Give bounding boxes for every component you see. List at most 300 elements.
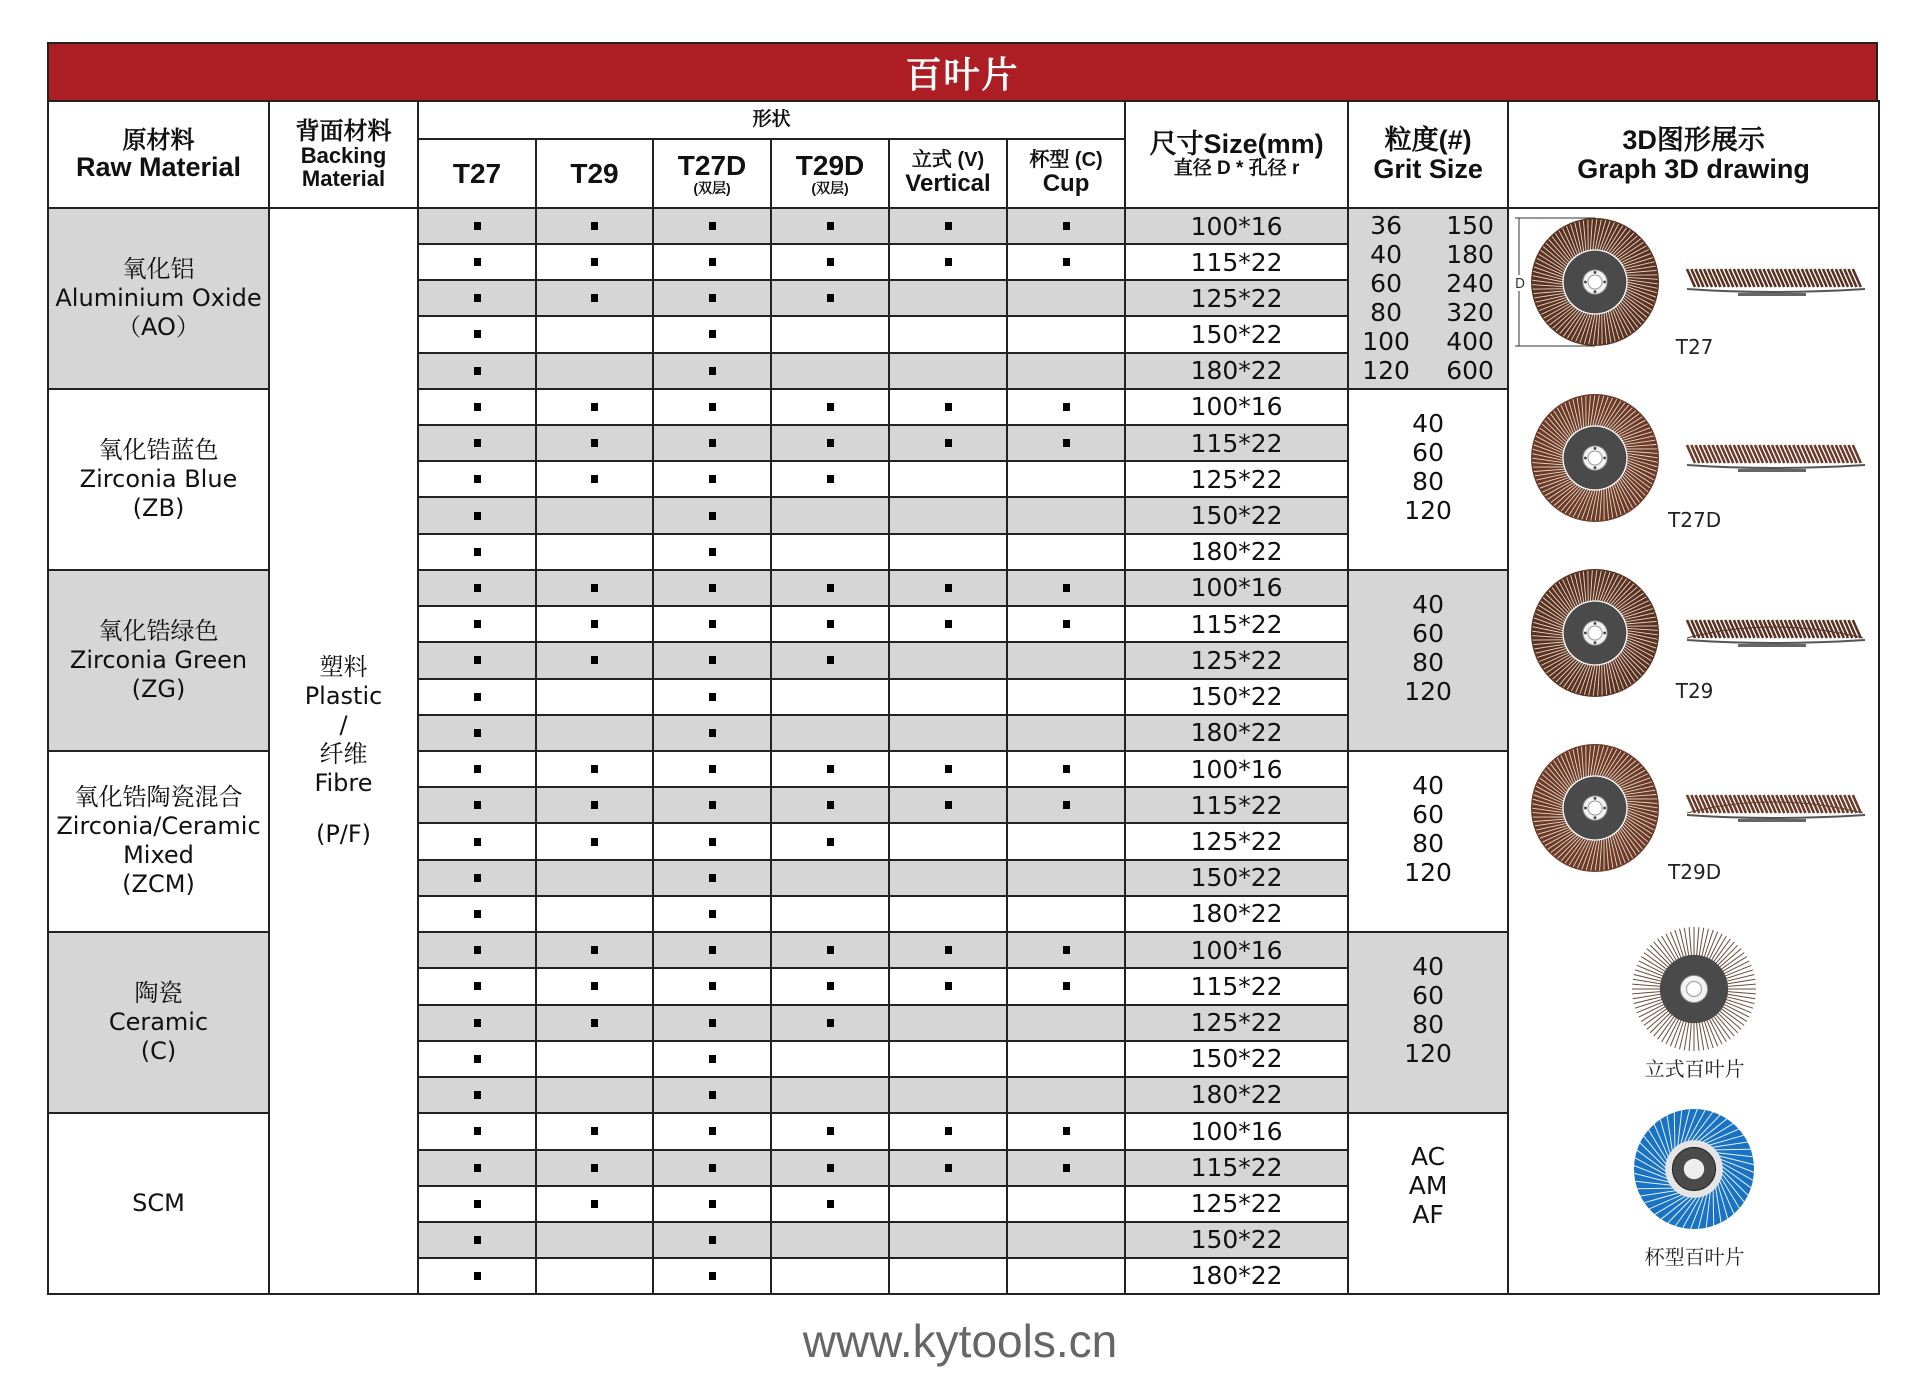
available-marker-icon — [709, 439, 716, 447]
available-marker-icon — [945, 982, 952, 990]
availability-cell — [653, 534, 771, 570]
available-marker-icon — [591, 294, 598, 302]
availability-cell — [889, 715, 1007, 751]
availability-cell — [771, 1113, 889, 1150]
available-marker-icon — [474, 403, 481, 411]
availability-cell — [653, 860, 771, 896]
grit-pair: 40 180 — [1370, 240, 1494, 270]
available-marker-icon — [591, 1127, 598, 1135]
availability-cell — [418, 1258, 536, 1294]
size-cell: 115*22 — [1125, 244, 1348, 280]
header-shape-t27d: T27D (双层) — [653, 139, 771, 208]
spec-table — [47, 100, 1880, 1295]
available-marker-icon — [709, 475, 716, 483]
size-cell: 115*22 — [1125, 606, 1348, 642]
grit-pair: 60 240 — [1370, 269, 1494, 299]
available-marker-icon — [945, 258, 952, 266]
availability-cell — [1007, 606, 1125, 642]
availability-cell — [1007, 968, 1125, 1004]
availability-cell — [771, 715, 889, 751]
size-cell: 125*22 — [1125, 823, 1348, 859]
size-cell: 180*22 — [1125, 715, 1348, 751]
drawing-label: T27D — [1668, 508, 1722, 532]
drawing-label: T29D — [1668, 860, 1722, 884]
grit-pair: 80 320 — [1370, 298, 1494, 328]
header-shape-v: 立式 (V) Vertical — [889, 139, 1007, 208]
availability-cell — [1007, 389, 1125, 426]
available-marker-icon — [474, 1019, 481, 1027]
availability-cell — [653, 642, 771, 678]
header-shape-t27: T27 — [418, 139, 536, 208]
available-marker-icon — [474, 584, 481, 592]
availability-cell — [653, 1113, 771, 1150]
available-marker-icon — [474, 1055, 481, 1063]
available-marker-icon — [827, 258, 834, 266]
size-cell: 150*22 — [1125, 497, 1348, 533]
available-marker-icon — [709, 1200, 716, 1208]
grit-size-cell: 40 60 80 120 — [1348, 932, 1508, 1113]
available-marker-icon — [709, 367, 716, 375]
available-marker-icon — [474, 1127, 481, 1135]
availability-cell — [889, 1150, 1007, 1186]
availability-cell — [889, 1113, 1007, 1150]
available-marker-icon — [591, 403, 598, 411]
availability-cell — [418, 679, 536, 715]
flap-disc-t29d-icon — [1509, 744, 1880, 878]
available-marker-icon — [945, 946, 952, 954]
available-marker-icon — [709, 548, 716, 556]
available-marker-icon — [709, 729, 716, 737]
available-marker-icon — [474, 874, 481, 882]
available-marker-icon — [827, 1200, 834, 1208]
size-cell: 125*22 — [1125, 1005, 1348, 1041]
available-marker-icon — [709, 656, 716, 664]
flap-disc-t29-drawing — [1509, 569, 1880, 727]
available-marker-icon — [474, 258, 481, 266]
availability-cell — [1007, 1150, 1125, 1186]
drawing-panel — [1508, 208, 1879, 1294]
availability-cell — [889, 497, 1007, 533]
size-cell: 125*22 — [1125, 642, 1348, 678]
availability-cell — [1007, 642, 1125, 678]
size-cell: 150*22 — [1125, 316, 1348, 352]
size-cell: 150*22 — [1125, 1041, 1348, 1077]
available-marker-icon — [827, 656, 834, 664]
availability-cell — [1007, 497, 1125, 533]
header-3d-drawing: 3D图形展示 Graph 3D drawing — [1508, 101, 1879, 208]
cup-flap-disc-drawing — [1509, 1107, 1880, 1277]
size-cell: 125*22 — [1125, 1186, 1348, 1222]
available-marker-icon — [827, 1127, 834, 1135]
availability-cell — [771, 353, 889, 389]
size-cell: 150*22 — [1125, 1222, 1348, 1258]
available-marker-icon — [474, 982, 481, 990]
available-marker-icon — [474, 1164, 481, 1172]
sheet-title: 百叶片 — [47, 42, 1878, 100]
flap-disc-t27d-drawing — [1509, 394, 1880, 556]
availability-cell — [889, 860, 1007, 896]
availability-cell — [418, 208, 536, 244]
availability-cell — [889, 389, 1007, 426]
available-marker-icon — [591, 258, 598, 266]
vertical-flap-wheel-drawing — [1509, 927, 1880, 1087]
availability-cell — [889, 425, 1007, 461]
available-marker-icon — [474, 475, 481, 483]
available-marker-icon — [827, 403, 834, 411]
availability-cell — [653, 570, 771, 607]
grit-size-cell — [1348, 208, 1508, 389]
availability-cell — [771, 1150, 889, 1186]
availability-cell — [653, 1186, 771, 1222]
available-marker-icon — [709, 801, 716, 809]
available-marker-icon — [474, 1200, 481, 1208]
availability-cell — [418, 932, 536, 969]
availability-cell — [418, 425, 536, 461]
availability-cell — [536, 389, 653, 426]
flap-disc-t29-icon — [1509, 569, 1880, 697]
available-marker-icon — [945, 765, 952, 773]
availability-cell — [1007, 316, 1125, 352]
available-marker-icon — [591, 765, 598, 773]
available-marker-icon — [591, 620, 598, 628]
availability-cell — [889, 968, 1007, 1004]
size-cell: 115*22 — [1125, 787, 1348, 823]
available-marker-icon — [474, 765, 481, 773]
material-cell: 氧化锆绿色 Zirconia Green (ZG) — [48, 570, 269, 751]
availability-cell — [771, 1041, 889, 1077]
flap-disc-t29d-drawing — [1509, 744, 1880, 908]
material-cell: SCM — [48, 1113, 269, 1294]
available-marker-icon — [1063, 222, 1070, 230]
availability-cell — [771, 751, 889, 788]
available-marker-icon — [827, 801, 834, 809]
available-marker-icon — [591, 656, 598, 664]
availability-cell — [418, 606, 536, 642]
material-cell: 氧化锆陶瓷混合 Zirconia/Ceramic Mixed (ZCM) — [48, 751, 269, 932]
available-marker-icon — [591, 439, 598, 447]
available-marker-icon — [591, 584, 598, 592]
availability-cell — [1007, 860, 1125, 896]
availability-cell — [771, 823, 889, 859]
available-marker-icon — [474, 548, 481, 556]
header-shape-group: 形状 — [418, 101, 1125, 139]
availability-cell — [653, 497, 771, 533]
grit-pair: 100 400 — [1362, 327, 1494, 357]
available-marker-icon — [709, 910, 716, 918]
availability-cell — [653, 461, 771, 497]
availability-cell — [418, 968, 536, 1004]
available-marker-icon — [474, 946, 481, 954]
availability-cell — [418, 353, 536, 389]
availability-cell — [889, 1222, 1007, 1258]
availability-cell — [1007, 353, 1125, 389]
availability-cell — [536, 787, 653, 823]
availability-cell — [418, 1113, 536, 1150]
availability-cell — [536, 751, 653, 788]
grit-size-cell: 40 60 80 120 — [1348, 751, 1508, 932]
available-marker-icon — [1063, 1164, 1070, 1172]
availability-cell — [1007, 570, 1125, 607]
grit-pair: 120 600 — [1362, 356, 1494, 386]
available-marker-icon — [474, 693, 481, 701]
availability-cell — [1007, 1041, 1125, 1077]
available-marker-icon — [591, 982, 598, 990]
size-cell: 115*22 — [1125, 425, 1348, 461]
size-cell: 100*16 — [1125, 751, 1348, 788]
availability-cell — [1007, 679, 1125, 715]
availability-cell — [889, 1041, 1007, 1077]
availability-cell — [889, 1186, 1007, 1222]
svg-text:D: D — [1515, 277, 1526, 292]
available-marker-icon — [1063, 946, 1070, 954]
availability-cell — [418, 461, 536, 497]
availability-cell — [889, 244, 1007, 280]
availability-cell — [418, 1186, 536, 1222]
available-marker-icon — [591, 1164, 598, 1172]
availability-cell — [1007, 896, 1125, 932]
size-cell: 125*22 — [1125, 280, 1348, 316]
availability-cell — [418, 642, 536, 678]
availability-cell — [889, 642, 1007, 678]
cup-flap-disc-icon — [1509, 1107, 1880, 1245]
available-marker-icon — [1063, 620, 1070, 628]
availability-cell — [771, 1005, 889, 1041]
availability-cell — [889, 280, 1007, 316]
material-cell: 陶瓷 Ceramic (C) — [48, 932, 269, 1113]
drawing-label: 立式百叶片 — [1644, 1057, 1745, 1081]
website-url: www.kytools.cn — [802, 1315, 1118, 1367]
size-cell: 100*16 — [1125, 1113, 1348, 1150]
grit-size-cell: 40 60 80 120 — [1348, 570, 1508, 751]
availability-cell — [1007, 280, 1125, 316]
available-marker-icon — [709, 1091, 716, 1099]
availability-cell — [418, 787, 536, 823]
header-shape-t29: T29 — [536, 139, 653, 208]
available-marker-icon — [474, 1272, 481, 1280]
availability-cell — [889, 606, 1007, 642]
availability-cell — [653, 932, 771, 969]
availability-cell — [536, 570, 653, 607]
available-marker-icon — [591, 475, 598, 483]
available-marker-icon — [945, 584, 952, 592]
available-marker-icon — [591, 801, 598, 809]
size-cell: 150*22 — [1125, 679, 1348, 715]
available-marker-icon — [827, 439, 834, 447]
availability-cell — [418, 497, 536, 533]
backing-material-cell: 塑料 Plastic / 纤维 Fibre (P/F) — [269, 208, 418, 1294]
grit-size-cell: 40 60 80 120 — [1348, 389, 1508, 570]
availability-cell — [771, 316, 889, 352]
available-marker-icon — [827, 222, 834, 230]
availability-cell — [653, 244, 771, 280]
availability-cell — [653, 1258, 771, 1294]
availability-cell — [653, 823, 771, 859]
availability-cell — [536, 1113, 653, 1150]
availability-cell — [653, 1150, 771, 1186]
availability-cell — [1007, 1005, 1125, 1041]
available-marker-icon — [709, 838, 716, 846]
availability-cell — [536, 606, 653, 642]
availability-cell — [771, 534, 889, 570]
availability-cell — [653, 316, 771, 352]
available-marker-icon — [474, 222, 481, 230]
availability-cell — [418, 1077, 536, 1113]
availability-cell — [536, 1077, 653, 1113]
availability-cell — [653, 1077, 771, 1113]
availability-cell — [653, 389, 771, 426]
available-marker-icon — [709, 620, 716, 628]
availability-cell — [418, 570, 536, 607]
availability-cell — [1007, 1077, 1125, 1113]
availability-cell — [1007, 425, 1125, 461]
flap-disc-t27-drawing — [1509, 215, 1880, 383]
available-marker-icon — [474, 656, 481, 664]
flap-disc-spec-sheet — [47, 42, 1878, 1295]
availability-cell — [536, 461, 653, 497]
available-marker-icon — [474, 910, 481, 918]
size-cell: 100*16 — [1125, 208, 1348, 244]
availability-cell — [536, 534, 653, 570]
availability-cell — [653, 679, 771, 715]
availability-cell — [536, 679, 653, 715]
available-marker-icon — [945, 439, 952, 447]
availability-cell — [771, 461, 889, 497]
size-cell: 115*22 — [1125, 968, 1348, 1004]
availability-cell — [771, 642, 889, 678]
available-marker-icon — [474, 294, 481, 302]
availability-cell — [771, 208, 889, 244]
availability-cell — [889, 932, 1007, 969]
available-marker-icon — [474, 620, 481, 628]
availability-cell — [889, 1005, 1007, 1041]
availability-cell — [536, 1041, 653, 1077]
available-marker-icon — [709, 1164, 716, 1172]
size-cell: 180*22 — [1125, 1258, 1348, 1294]
available-marker-icon — [474, 729, 481, 737]
availability-cell — [653, 280, 771, 316]
availability-cell — [889, 679, 1007, 715]
available-marker-icon — [474, 367, 481, 375]
availability-cell — [418, 715, 536, 751]
header-grit: 粒度(#) Grit Size — [1348, 101, 1508, 208]
available-marker-icon — [1063, 1127, 1070, 1135]
size-cell: 180*22 — [1125, 353, 1348, 389]
availability-cell — [1007, 787, 1125, 823]
availability-cell — [1007, 1113, 1125, 1150]
availability-cell — [536, 1186, 653, 1222]
material-cell: 氧化锆蓝色 Zirconia Blue (ZB) — [48, 389, 269, 570]
availability-cell — [771, 606, 889, 642]
available-marker-icon — [709, 693, 716, 701]
drawing-label: 杯型百叶片 — [1644, 1245, 1745, 1269]
available-marker-icon — [945, 403, 952, 411]
availability-cell — [771, 425, 889, 461]
availability-cell — [653, 715, 771, 751]
header-shape-t29d: T29D (双层) — [771, 139, 889, 208]
available-marker-icon — [945, 1127, 952, 1135]
availability-cell — [418, 1150, 536, 1186]
vertical-flap-wheel-icon — [1509, 927, 1880, 1057]
available-marker-icon — [827, 946, 834, 954]
available-marker-icon — [474, 439, 481, 447]
availability-cell — [418, 1041, 536, 1077]
size-cell: 180*22 — [1125, 896, 1348, 932]
availability-cell — [771, 1186, 889, 1222]
available-marker-icon — [709, 1019, 716, 1027]
availability-cell — [653, 751, 771, 788]
size-cell: 180*22 — [1125, 1077, 1348, 1113]
availability-cell — [418, 896, 536, 932]
availability-cell — [653, 208, 771, 244]
availability-cell — [653, 1222, 771, 1258]
available-marker-icon — [709, 403, 716, 411]
availability-cell — [536, 1005, 653, 1041]
available-marker-icon — [474, 1236, 481, 1244]
availability-cell — [889, 751, 1007, 788]
availability-cell — [1007, 932, 1125, 969]
availability-cell — [536, 896, 653, 932]
size-cell: 100*16 — [1125, 570, 1348, 607]
availability-cell — [889, 534, 1007, 570]
availability-cell — [1007, 1258, 1125, 1294]
available-marker-icon — [474, 838, 481, 846]
available-marker-icon — [709, 294, 716, 302]
available-marker-icon — [709, 982, 716, 990]
availability-cell — [418, 316, 536, 352]
availability-cell — [418, 389, 536, 426]
available-marker-icon — [591, 1019, 598, 1027]
availability-cell — [653, 353, 771, 389]
availability-cell — [536, 316, 653, 352]
availability-cell — [418, 1222, 536, 1258]
size-cell: 150*22 — [1125, 860, 1348, 896]
available-marker-icon — [945, 801, 952, 809]
availability-cell — [1007, 1222, 1125, 1258]
availability-cell — [771, 389, 889, 426]
available-marker-icon — [709, 1272, 716, 1280]
availability-cell — [889, 1258, 1007, 1294]
availability-cell — [536, 968, 653, 1004]
availability-cell — [771, 1222, 889, 1258]
available-marker-icon — [1063, 765, 1070, 773]
grit-size-cell: AC AM AF — [1348, 1113, 1508, 1294]
availability-cell — [889, 208, 1007, 244]
available-marker-icon — [945, 620, 952, 628]
availability-cell — [1007, 715, 1125, 751]
availability-cell — [418, 823, 536, 859]
available-marker-icon — [709, 946, 716, 954]
table-row — [48, 208, 1879, 244]
availability-cell — [1007, 208, 1125, 244]
availability-cell — [889, 896, 1007, 932]
available-marker-icon — [474, 801, 481, 809]
grit-pair: 36 150 — [1370, 211, 1494, 241]
available-marker-icon — [709, 1127, 716, 1135]
available-marker-icon — [591, 838, 598, 846]
availability-cell — [536, 932, 653, 969]
size-cell: 100*16 — [1125, 389, 1348, 426]
availability-cell — [771, 787, 889, 823]
available-marker-icon — [1063, 439, 1070, 447]
availability-cell — [889, 570, 1007, 607]
availability-cell — [771, 896, 889, 932]
available-marker-icon — [474, 1091, 481, 1099]
available-marker-icon — [1063, 982, 1070, 990]
available-marker-icon — [827, 1019, 834, 1027]
availability-cell — [418, 280, 536, 316]
available-marker-icon — [709, 874, 716, 882]
availability-cell — [418, 534, 536, 570]
